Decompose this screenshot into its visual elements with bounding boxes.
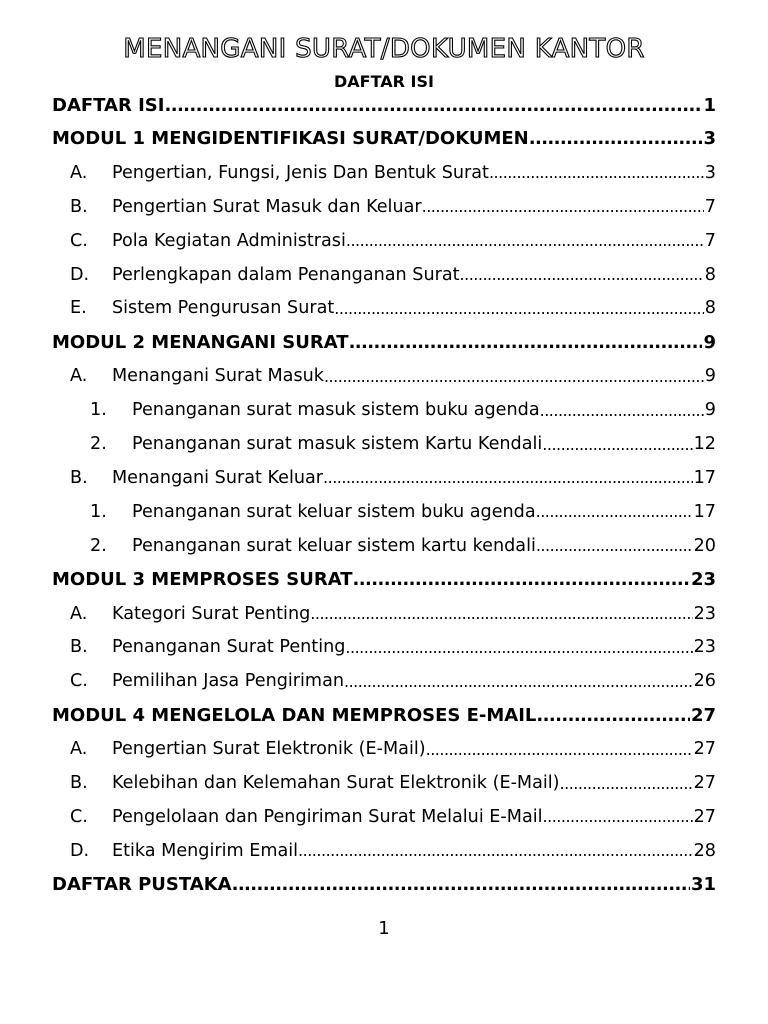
toc-subsection-entry[interactable] xyxy=(70,597,716,631)
toc-subsection-entry[interactable] xyxy=(70,834,716,868)
toc-entry-marker: D. xyxy=(70,264,90,285)
toc-entry-page-number: 7 xyxy=(704,196,716,217)
toc-entry-page-number: 27 xyxy=(693,773,716,793)
toc-entry-page-number: 27 xyxy=(693,806,716,827)
toc-entry-title: DAFTAR PUSTAKA xyxy=(52,874,232,896)
toc-dot-leader xyxy=(324,367,704,386)
toc-entry-title: Penanganan surat masuk sistem buku agenda xyxy=(132,400,540,421)
toc-subsection-entry[interactable] xyxy=(70,630,716,664)
toc-subsection-entry[interactable] xyxy=(90,495,716,529)
toc-dot-leader xyxy=(353,569,690,590)
toc-dot-leader xyxy=(334,299,704,318)
toc-entry-page-number: 26 xyxy=(693,671,716,692)
toc-dot-leader xyxy=(540,401,704,420)
toc-subsection-entry[interactable] xyxy=(90,393,716,427)
toc-dot-leader xyxy=(536,705,690,726)
toc-entry-title: MODUL 4 MENGELOLA DAN MEMPROSES E-MAIL xyxy=(52,704,537,726)
toc-subsection-entry[interactable] xyxy=(70,461,716,495)
toc-subsection-entry[interactable] xyxy=(70,224,716,258)
toc-entry-title: Pengertian Surat Elektronik (E-Mail) xyxy=(112,739,426,760)
toc-entry-title: Pengertian Surat Masuk dan Keluar xyxy=(112,196,422,217)
toc-dot-leader xyxy=(536,502,693,521)
toc-dot-leader xyxy=(344,672,693,691)
toc-entry-page-number: 17 xyxy=(693,501,716,522)
toc-entry-marker: C. xyxy=(70,806,88,827)
toc-entry-marker: A. xyxy=(70,739,88,760)
toc-entry-title: Perlengkapan dalam Penanganan Surat xyxy=(112,264,460,285)
toc-dot-leader xyxy=(529,128,703,149)
page-number: 1 xyxy=(378,918,390,939)
toc-entry-title: Pengelolaan dan Pengiriman Surat Melalui E-Mail xyxy=(112,806,543,827)
toc-entry-title: Kelebihan dan Kelemahan Surat Elektronik (E-Mail) xyxy=(112,773,560,793)
toc-entry-title: Penanganan surat keluar sistem buku agenda xyxy=(132,501,536,522)
toc-dot-leader xyxy=(460,265,704,284)
toc-entry-marker: A. xyxy=(70,603,88,624)
toc-entry-page-number: 23 xyxy=(693,603,716,624)
toc-dot-leader xyxy=(345,638,692,657)
toc-entry-page-number: 23 xyxy=(693,637,716,658)
toc-entry-page-number: 12 xyxy=(693,434,716,454)
toc-dot-leader xyxy=(560,774,693,793)
toc-section-entry[interactable] xyxy=(52,122,716,156)
toc-entry-title: Penanganan surat keluar sistem kartu kendali xyxy=(132,535,536,556)
toc-entry-title: Menangani Surat Keluar xyxy=(112,467,324,488)
toc-dot-leader xyxy=(323,468,693,487)
toc-entry-title: MODUL 2 MENANGANI SURAT xyxy=(52,331,349,353)
toc-entry-marker: C. xyxy=(70,671,88,692)
toc-entry-marker: E. xyxy=(70,298,87,319)
toc-dot-leader xyxy=(422,197,704,216)
toc-dot-leader xyxy=(298,841,693,860)
toc-entry-page-number: 1 xyxy=(703,94,716,116)
toc-entry-page-number: 27 xyxy=(690,704,716,726)
toc-subsection-entry[interactable] xyxy=(90,529,716,563)
toc-entry-title: MODUL 3 MEMPROSES SURAT xyxy=(52,569,353,591)
toc-entry-page-number: 7 xyxy=(704,230,716,251)
toc-entry-marker: B. xyxy=(70,196,88,217)
toc-entry-title: DAFTAR ISI xyxy=(52,94,165,116)
toc-entry-marker: 1. xyxy=(90,501,107,522)
toc-entry-marker: D. xyxy=(70,840,90,861)
toc-entry-title: Pola Kegiatan Administrasi xyxy=(112,230,346,251)
toc-entry-page-number: 8 xyxy=(704,298,716,319)
toc-entry-marker: B. xyxy=(70,467,88,488)
toc-entry-marker: B. xyxy=(70,773,88,793)
toc-dot-leader xyxy=(542,435,692,454)
toc-heading: DAFTAR ISI xyxy=(334,72,434,91)
toc-subsection-entry[interactable] xyxy=(70,664,716,698)
toc-subsection-entry[interactable] xyxy=(70,359,716,393)
toc-section-entry[interactable] xyxy=(52,698,716,732)
toc-entry-page-number: 8 xyxy=(704,264,716,285)
toc-dot-leader xyxy=(310,604,692,623)
toc-subsection-entry[interactable] xyxy=(70,766,716,800)
document-title: MENANGANI SURAT/DOKUMEN KANTOR xyxy=(123,34,645,64)
toc-dot-leader xyxy=(232,874,690,895)
toc-entry-page-number: 28 xyxy=(693,840,716,861)
toc-subsection-entry[interactable] xyxy=(70,800,716,834)
toc-entry-marker: 2. xyxy=(90,434,107,454)
toc-entry-page-number: 31 xyxy=(690,874,716,896)
toc-entry-title: Kategori Surat Penting xyxy=(112,603,311,624)
toc-dot-leader xyxy=(346,231,704,250)
toc-entry-marker: C. xyxy=(70,230,88,251)
toc-entry-page-number: 17 xyxy=(693,467,716,488)
toc-entry-marker: 2. xyxy=(90,535,107,556)
toc-section-entry[interactable] xyxy=(52,563,716,597)
toc-entry-marker: 1. xyxy=(90,400,107,421)
toc-entry-title: Sistem Pengurusan Surat xyxy=(112,298,335,319)
toc-entry-marker: A. xyxy=(70,162,88,183)
toc-subsection-entry[interactable] xyxy=(70,291,716,325)
toc-dot-leader xyxy=(349,332,703,353)
toc-dot-leader xyxy=(164,95,702,116)
toc-entry-title: Menangani Surat Masuk xyxy=(112,366,324,387)
toc-entry-page-number: 9 xyxy=(703,331,716,353)
toc-subsection-entry[interactable] xyxy=(70,156,716,190)
toc-section-entry[interactable] xyxy=(52,88,716,122)
toc-subsection-entry[interactable] xyxy=(70,732,716,766)
toc-entry-marker: B. xyxy=(70,637,88,658)
toc-section-entry[interactable] xyxy=(52,868,716,902)
toc-subsection-entry[interactable] xyxy=(70,190,716,224)
toc-entry-title: Penanganan Surat Penting xyxy=(112,637,346,658)
toc-subsection-entry[interactable] xyxy=(70,258,716,292)
toc-entry-page-number: 23 xyxy=(690,569,716,591)
toc-dot-leader xyxy=(489,163,704,182)
toc-entry-title: Penanganan surat masuk sistem Kartu Kendali xyxy=(132,434,543,454)
toc-entry-page-number: 27 xyxy=(693,739,716,760)
toc-entry-marker: A. xyxy=(70,366,88,387)
toc-entry-page-number: 20 xyxy=(693,535,716,556)
toc-dot-leader xyxy=(426,740,693,759)
toc-section-entry[interactable] xyxy=(52,325,716,359)
toc-entry-title: Etika Mengirim Email xyxy=(112,840,299,861)
toc-entry-page-number: 3 xyxy=(703,128,716,150)
toc-entry-title: Pemilihan Jasa Pengiriman xyxy=(112,671,344,692)
toc-dot-leader xyxy=(543,807,693,826)
toc-entry-title: MODUL 1 MENGIDENTIFIKASI SURAT/DOKUMEN xyxy=(52,128,529,150)
toc-entry-page-number: 9 xyxy=(704,400,716,421)
toc-dot-leader xyxy=(536,536,693,555)
toc-subsection-entry[interactable] xyxy=(90,427,716,461)
toc-entry-title: Pengertian, Fungsi, Jenis Dan Bentuk Surat xyxy=(112,162,489,183)
toc-entry-page-number: 3 xyxy=(704,162,716,183)
toc-entry-page-number: 9 xyxy=(704,366,716,387)
